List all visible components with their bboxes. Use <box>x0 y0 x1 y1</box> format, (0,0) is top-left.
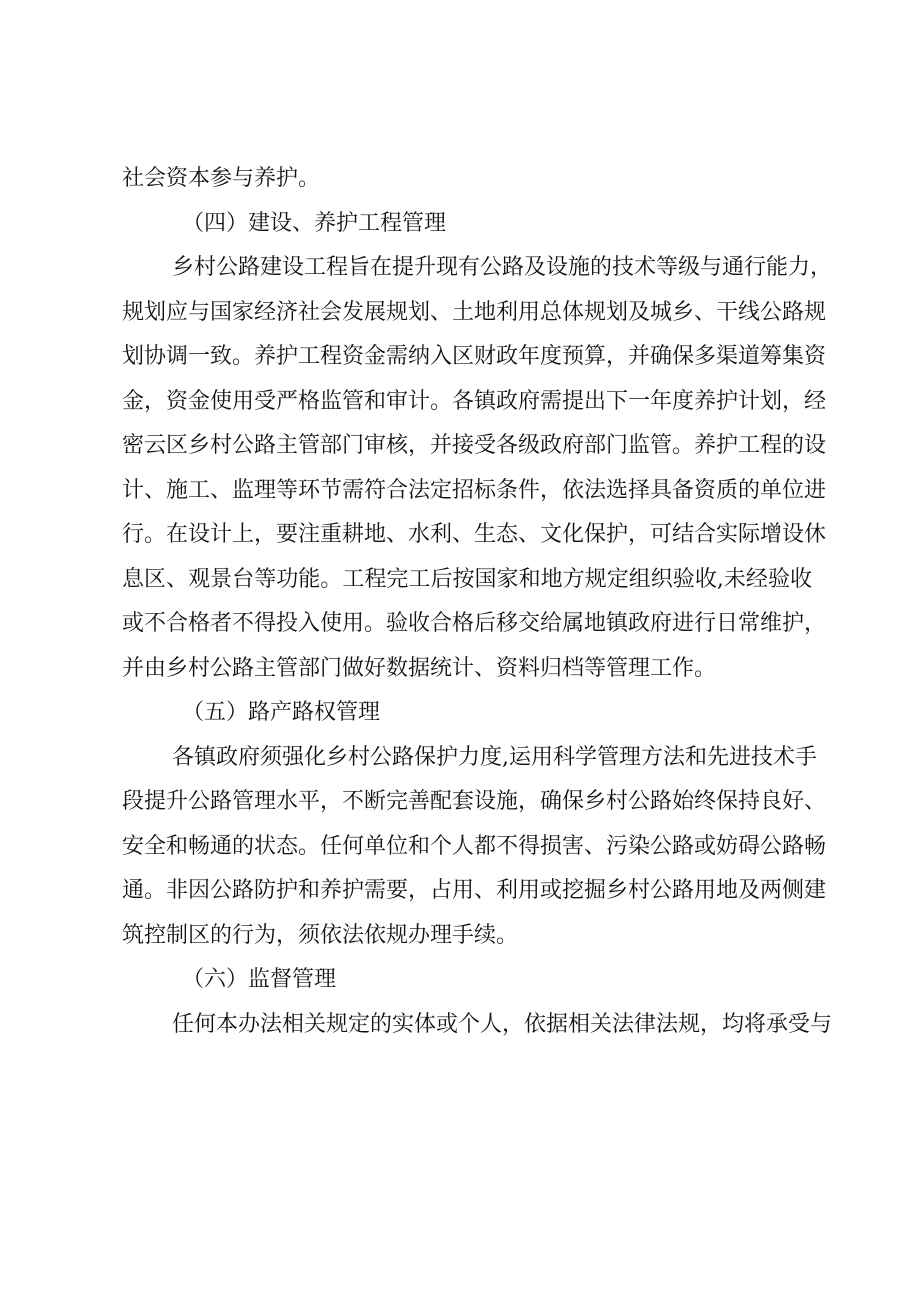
body-text-line: 乡村公路建设工程旨在提升现有公路及设施的技术等级与通行能力， <box>172 255 833 280</box>
body-text-line: 通。非因公路防护和养护需要，占用、利用或挖掘乡村公路用地及两侧建 <box>122 878 827 903</box>
section-heading-4: （四）建设、养护工程管理 <box>182 210 447 236</box>
section-heading-6: （六）监督管理 <box>182 967 337 992</box>
body-text-line: 筑控制区的行为，须依法依规办理手续。 <box>122 922 519 948</box>
body-text-line: 规划应与国家经济社会发展规划、土地利用总体规划及城乡、干线公路规 <box>122 299 827 325</box>
body-text-line: 计、施工、监理等环节需符合法定招标条件，依法选择具备资质的单位进 <box>122 477 827 503</box>
body-text-line: 金，资金使用受严格监管和审计。各镇政府需提出下一年度养护计划，经 <box>122 388 827 414</box>
document-body <box>122 157 833 1047</box>
body-text-line: 划协调一致。养护工程资金需纳入区财政年度预算，并确保多渠道筹集资 <box>122 344 827 369</box>
body-text-line: 社会资本参与养护。 <box>122 166 321 191</box>
body-text-line: 或不合格者不得投入使用。验收合格后移交给属地镇政府进行日常维护， <box>122 611 827 636</box>
body-text-line: 段提升公路管理水平，不断完善配套设施，确保乡村公路始终保持良好、 <box>122 789 827 814</box>
body-text-line: 任何本办法相关规定的实体或个人，依据相关法律法规，均将承受与 <box>172 1011 833 1037</box>
body-text-line: 密云区乡村公路主管部门审核，并接受各级政府部门监管。养护工程的设 <box>122 433 827 458</box>
body-text-line: 各镇政府须强化乡村公路保护力度,运用科学管理方法和先进技术手 <box>172 744 817 770</box>
body-text-line: 并由乡村公路主管部门做好数据统计、资料归档等管理工作。 <box>122 655 717 681</box>
section-heading-5: （五）路产路权管理 <box>182 700 381 725</box>
body-text-line: 息区、观景台等功能。工程完工后按国家和地方规定组织验收,未经验收 <box>122 566 812 592</box>
body-text-line: 行。在设计上，要注重耕地、水利、生态、文化保护，可结合实际增设休 <box>122 522 827 547</box>
body-text-line: 安全和畅通的状态。任何单位和个人都不得损害、污染公路或妨碍公路畅 <box>122 833 827 859</box>
